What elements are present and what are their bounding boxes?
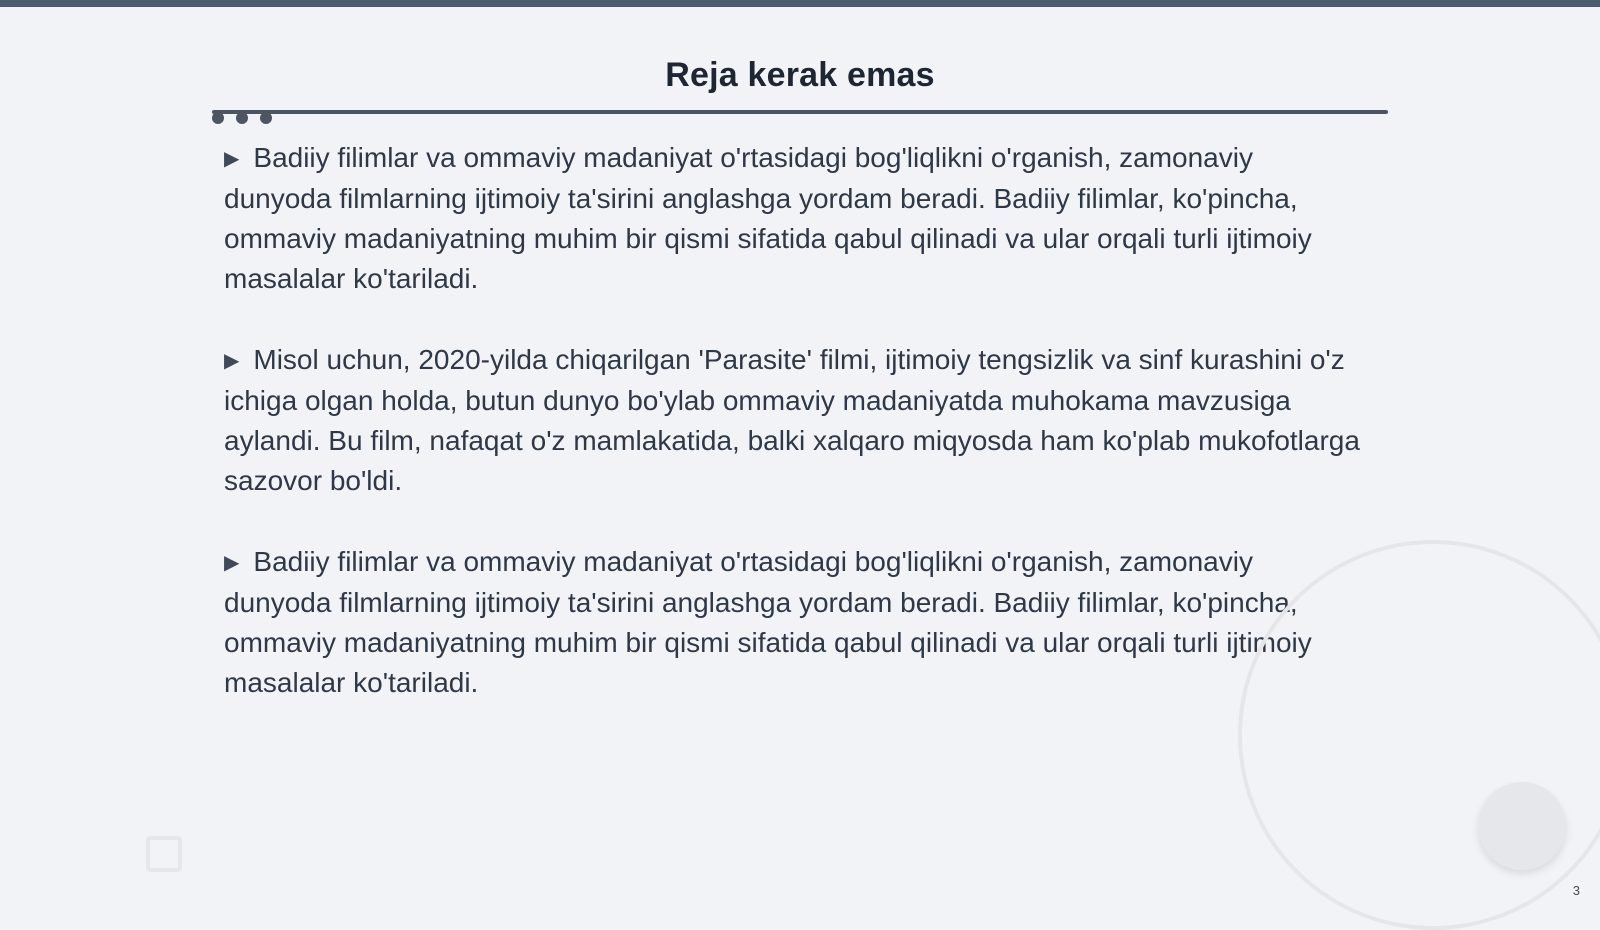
page-number: 3 <box>1572 883 1580 898</box>
bullet-text: Badiiy filimlar va ommaviy madaniyat o'rtasidagi bog'liqlikni o'rganish, zamonaviy dunyoda filmlarning ijtimoiy ta'sirini anglashga yordam beradi. Badiiy filimlar, ko'pincha, ommaviy madaniyatning muhim bir qismi sifatida qabul qilinadi va ular orqali turli ijtimoiy masalalar ko'tariladi. <box>224 546 1312 698</box>
bullet-text: Misol uchun, 2020-yilda chiqarilgan 'Parasite' filmi, ijtimoiy tengsizlik va sinf kurashini o'z ichiga olgan holda, butun dunyo bo'ylab ommaviy madaniyatda muhokama mavzusiga aylandi. Bu film, nafaqat o'z mamlakatida, balki xalqaro miqyosda ham ko'plab mukofotlarga sazovor bo'ldi. <box>224 344 1360 496</box>
slide-title: Reja kerak emas <box>665 56 935 94</box>
bullet-item <box>224 340 1364 501</box>
bullet-arrow-icon: ▶ <box>224 552 240 574</box>
bullet-arrow-icon: ▶ <box>224 350 240 372</box>
decoration-dot <box>260 112 272 124</box>
bullet-item <box>224 138 1364 299</box>
decorative-circle <box>1478 782 1566 870</box>
bullet-arrow-icon: ▶ <box>224 148 240 170</box>
title-underline <box>212 110 1388 114</box>
decoration-dot <box>236 112 248 124</box>
decoration-dot <box>212 112 224 124</box>
top-accent-bar <box>0 0 1600 7</box>
bullet-text: Badiiy filimlar va ommaviy madaniyat o'rtasidagi bog'liqlikni o'rganish, zamonaviy dunyoda filmlarning ijtimoiy ta'sirini anglashga yordam beradi. Badiiy filimlar, ko'pincha, ommaviy madaniyatning muhim bir qismi sifatida qabul qilinadi va ular orqali turli ijtimoiy masalalar ko'tariladi. <box>224 142 1312 294</box>
decorative-ring <box>1238 540 1600 930</box>
title-dots-decoration <box>212 112 282 126</box>
bullet-list <box>224 138 1364 744</box>
bullet-item <box>224 542 1364 703</box>
decorative-square <box>146 836 182 872</box>
